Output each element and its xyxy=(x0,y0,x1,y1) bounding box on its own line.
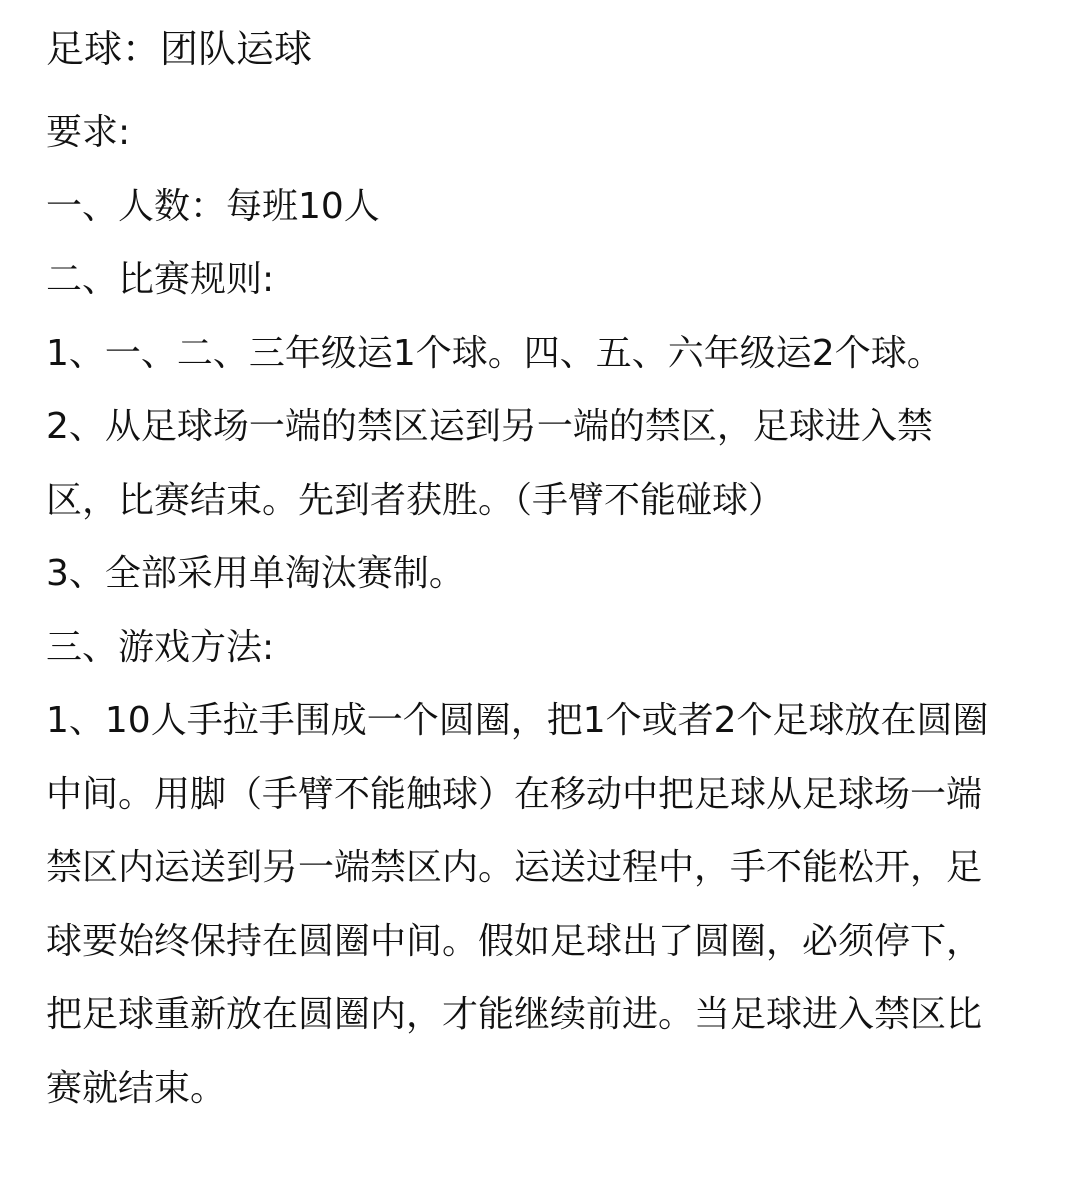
method-line: 把足球重新放在圆圈内，才能继续前进。当足球进入禁区比 xyxy=(46,994,983,1035)
document-body xyxy=(46,22,1036,1125)
method-line: 赛就结束。 xyxy=(46,1067,227,1109)
rule-line: 3、全部采用单淘汰赛制。 xyxy=(46,553,465,594)
rule-line: 区，比赛结束。先到者获胜。（手臂不能碰球） xyxy=(46,479,785,521)
method-line: 1、10人手拉手围成一个圆圈，把1个或者2个足球放在圆圈 xyxy=(46,700,989,741)
section-method-heading: 三、游戏方法: xyxy=(46,626,275,668)
rule-line: 1、一、二、三年级运1个球。四、五、六年级运2个球。 xyxy=(46,332,943,374)
requirements-heading: 要求: xyxy=(46,112,131,153)
method-line: 球要始终保持在圆圈中间。假如足球出了圆圈，必须停下， xyxy=(46,920,983,962)
method-line: 禁区内运送到另一端禁区内。运送过程中，手不能松开，足 xyxy=(46,847,983,888)
rule-line: 2、从足球场一端的禁区运到另一端的禁区，足球进入禁 xyxy=(46,406,933,447)
document-title: 足球：团队运球 xyxy=(46,27,313,71)
section-rules-heading: 二、比赛规则: xyxy=(46,259,275,300)
method-line: 中间。用脚（手臂不能触球）在移动中把足球从足球场一端 xyxy=(46,773,983,815)
section-headcount: 一、人数：每班10人 xyxy=(46,185,380,227)
